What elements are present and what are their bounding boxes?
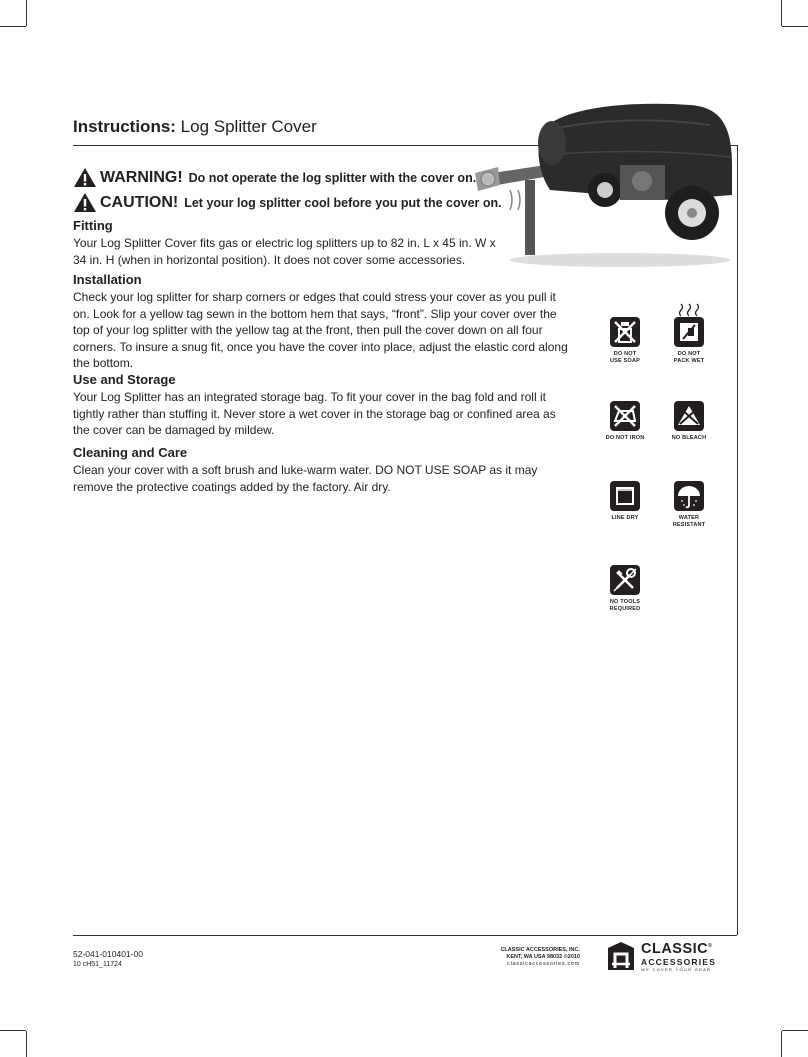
company-info <box>470 947 580 968</box>
log-splitter-cover-image <box>470 95 735 270</box>
classic-accessories-logo <box>606 939 716 973</box>
no-pack-wet-icon <box>673 302 705 348</box>
crop-mark <box>781 0 782 26</box>
care-no-tools <box>590 564 660 612</box>
care-no-bleach <box>654 400 724 442</box>
company-url: classicaccessories.com <box>507 961 580 967</box>
company-name: CLASSIC ACCESSORIES, INC. <box>500 947 580 953</box>
care-label: NO BLEACH <box>671 435 707 441</box>
care-label: DO NOT PACK WET <box>673 351 705 364</box>
caution-line <box>73 192 502 213</box>
section-heading-fitting: Fitting <box>73 218 113 233</box>
caution-label: CAUTION! <box>100 193 179 211</box>
no-bleach-icon <box>673 400 705 432</box>
no-iron-icon <box>609 400 641 432</box>
crop-mark <box>781 1031 782 1057</box>
section-body-cleaning: Clean your cover with a soft brush and luke-warm water. DO NOT USE SOAP as it may remove the protective coatings added by the factory. Air dry. <box>73 463 538 494</box>
crop-mark <box>782 26 808 27</box>
sub-code: 10 cH51_11724 <box>73 961 122 968</box>
right-divider <box>737 145 738 935</box>
company-address: KENT, WA USA 98032 ©2010 <box>506 954 580 960</box>
title-bold: Instructions: <box>73 117 176 136</box>
care-label: LINE DRY <box>611 515 639 521</box>
line-dry-icon <box>609 480 641 512</box>
care-label: DO NOT IRON <box>605 435 645 441</box>
section-heading-use-storage: Use and Storage <box>73 372 176 387</box>
logo-tagline: WE COVER YOUR GEAR <box>641 966 712 972</box>
care-label: WATER RESISTANT <box>672 515 706 528</box>
crop-mark <box>26 1031 27 1057</box>
bottom-divider <box>73 935 737 936</box>
section-heading-installation: Installation <box>73 272 142 287</box>
care-label: NO TOOLS REQUIRED <box>609 599 641 612</box>
section-body-use-storage: Your Log Splitter has an integrated storage bag. To fit your cover in the bag fold and roll it tightly rather than stuffing it. Never store a wet cover in the storage bag or confined area as the cover can be damaged by mildew. <box>73 390 556 437</box>
section-body-fitting: Your Log Splitter Cover fits gas or electric log splitters up to 82 in. L x 45 in. W x 34 in. H (when in horizontal position). It does not cover some accessories. <box>73 236 496 267</box>
warning-triangle-icon <box>73 192 97 213</box>
care-no-soap <box>590 316 660 364</box>
crop-mark <box>0 1030 26 1031</box>
logo-wordmark <box>641 939 716 973</box>
logo-mark-icon <box>606 940 636 972</box>
section-body-installation: Check your log splitter for sharp corners or edges that could stress your cover as you pull it on. Look for a yellow tag sewn in the bottom hem that says, “front”. Slip your cover over the top of your log splitter with the yellow tag at the front, then pull the cover down on all four corners. To insure a snug fit, once you have the cover into place, adjust the elastic cord along the bottom. <box>73 290 568 370</box>
warning-label: WARNING! <box>100 168 183 186</box>
logo-registered-mark: ® <box>708 943 713 949</box>
no-soap-icon <box>609 316 641 348</box>
part-number: 52-041-010401-00 <box>73 949 143 959</box>
warning-line <box>73 167 476 188</box>
crop-mark <box>782 1030 808 1031</box>
care-water-resistant <box>654 480 724 528</box>
section-heading-cleaning: Cleaning and Care <box>73 445 188 460</box>
title-rest: Log Splitter Cover <box>175 117 317 136</box>
care-no-pack-wet <box>654 302 724 364</box>
crop-mark <box>26 0 27 26</box>
care-label: DO NOT USE SOAP <box>609 351 641 364</box>
logo-word-1-text: CLASSIC <box>641 940 709 957</box>
crop-mark <box>0 26 26 27</box>
logo-word-2: ACCESSORIES <box>641 956 717 967</box>
warning-text: Do not operate the log splitter with the cover on. <box>188 170 477 185</box>
warning-triangle-icon <box>73 167 97 188</box>
umbrella-icon <box>673 480 705 512</box>
care-line-dry <box>590 480 660 522</box>
page-title <box>73 117 317 137</box>
no-tools-icon <box>609 564 641 596</box>
care-no-iron <box>590 400 660 442</box>
caution-text: Let your log splitter cool before you put the cover on. <box>184 195 502 210</box>
logo-word-1 <box>641 939 716 957</box>
